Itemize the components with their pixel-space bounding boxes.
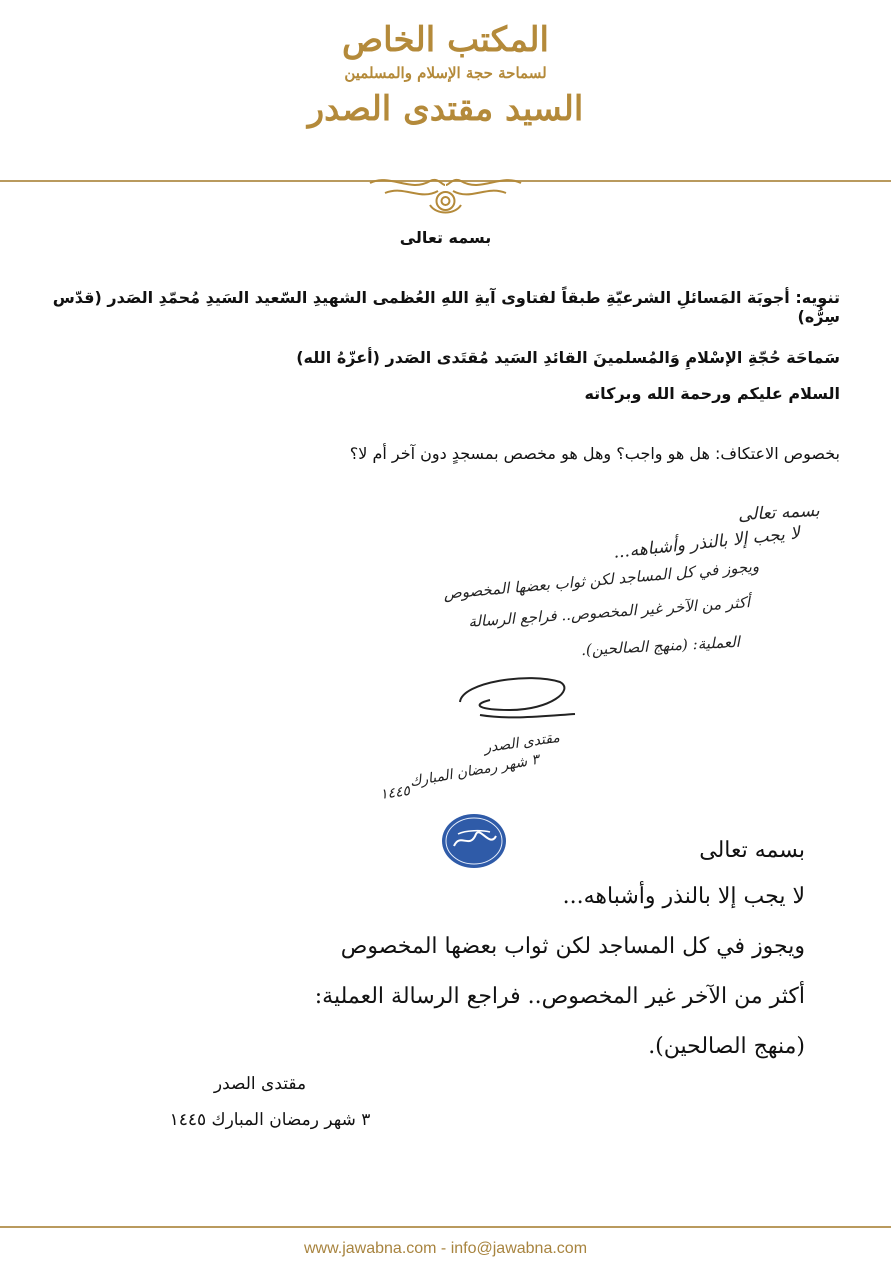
signature-date: ٣ شهر رمضان المبارك ١٤٤٥	[169, 1110, 371, 1130]
letterhead	[0, 0, 891, 225]
ornament-icon	[360, 171, 531, 221]
handwritten-answer	[320, 495, 840, 815]
greeting-line: السلام عليكم ورحمة الله وبركاته	[584, 384, 840, 403]
letterhead-subtitle: لسماحة حجة الإسلام والمسلمين	[344, 64, 547, 82]
hw-bismillah: بسمه تعالى	[737, 500, 821, 526]
seal-stamp	[440, 812, 508, 870]
letterhead-name: السيد مقتدى الصدر	[307, 89, 584, 129]
addressee-line: سَماحَة حُجّةِ الإسْلامِ وَالمُسلمينَ القائدِ السَيد مُقتَدى الصَدر (أعزّهُ الله)	[296, 348, 840, 367]
hw-signature-name: مقتدى الصدر	[483, 729, 561, 757]
question-line: بخصوص الاعتكاف: هل هو واجب؟ وهل هو مخصص بمسجدٍ دون آخر أم لا؟	[349, 444, 840, 463]
bismillah-heading: بسمه تعالى	[399, 228, 492, 247]
notice-line: تنويه: أجوبَة المَسائلِ الشرعيّةِ طبقاً لفتاوى آيةِ اللهِ العُظمى الشهيدِ السّعيد السَيدِ مُحمّدِ الصَدر (قدّس سِرُّه)	[52, 288, 840, 326]
hw-line-1: لا يجب إلا بالنذر وأشباهه...	[612, 523, 801, 563]
transcript-line-3: أكثر من الآخر غير المخصوص.. فراجع الرسالة العملية:	[314, 984, 805, 1009]
transcript-line-4: (منهج الصالحين).	[648, 1034, 805, 1059]
transcript-line-2: ويجوز في كل المساجد لكن ثواب بعضها المخصوص	[340, 934, 805, 959]
letterhead-logo	[300, 18, 591, 134]
transcript-line-1: لا يجب إلا بالنذر وأشباهه...	[562, 884, 805, 909]
signature-name: مقتدى الصدر	[213, 1074, 307, 1094]
seal-icon	[440, 812, 508, 870]
letterhead-office: المكتب الخاص	[342, 20, 549, 60]
footer-contact: www.jawabna.com - info@jawabna.com	[303, 1240, 588, 1257]
footer-divider	[0, 1226, 891, 1228]
hw-line-2: ويجوز في كل المساجد لكن ثواب بعضها المخصوص	[443, 557, 761, 603]
hw-line-4: العملية: (منهج الصالحين).	[580, 632, 741, 660]
hw-date: ٣ شهر رمضان المبارك	[408, 751, 541, 791]
hw-line-3: أكثر من الآخر غير المخصوص.. فراجع الرسالة	[467, 593, 751, 631]
hw-year: ١٤٤٥	[378, 782, 411, 804]
transcript-bismillah: بسمه تعالى	[699, 838, 805, 863]
signature-icon	[450, 670, 580, 730]
